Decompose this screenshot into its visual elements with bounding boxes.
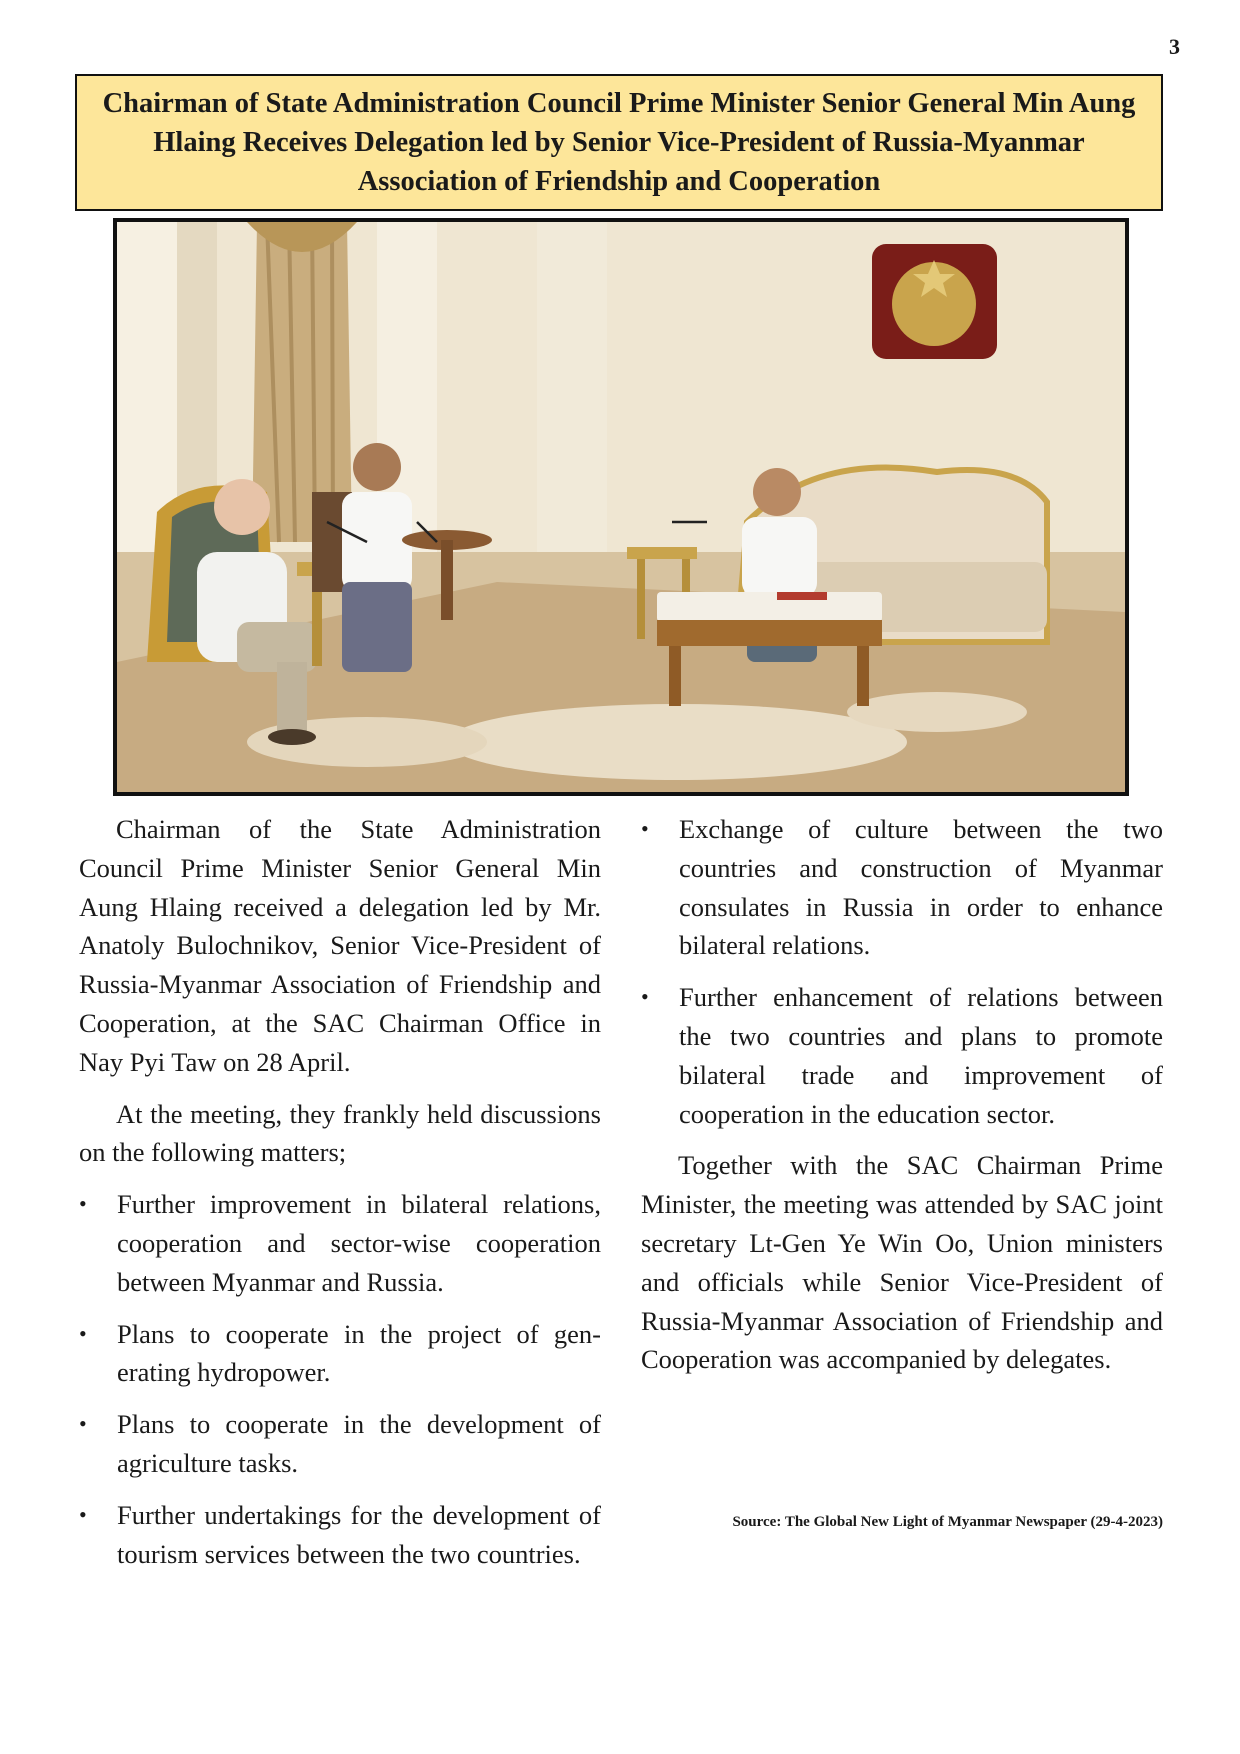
source-credit: Source: The Global New Light of Myanmar Newspaper (29-4-2023) — [732, 1514, 1163, 1530]
list-item-text: Exchange of culture between the two countries and construction of Myanmar consulates in Russia in order to enhance bilateral relations. — [679, 814, 1163, 961]
bullet-icon: • — [79, 1501, 87, 1527]
list-item-text: Further improvement in bilateral relations, cooperation and sector-wise cooperation between Myanmar and Russia. — [117, 1189, 601, 1297]
list-item-text: Further enhancement of relations between the two countries and plans to promote bilateral trade and improvement of cooperation in the education sector. — [679, 982, 1163, 1129]
discussion-list-left — [79, 1185, 601, 1573]
bullet-icon: • — [79, 1411, 87, 1437]
list-item-text: Plans to cooperate in the development of agriculture tasks. — [117, 1409, 601, 1478]
list-item-text: Plans to cooperate in the project of generating hydropower. — [117, 1318, 601, 1388]
headline: Chairman of State Administration Council Prime Minister Senior General Min Aung Hlaing Receives Delegation led by Senior Vice-President of Russia-Myanmar Association of Friendship and Cooperation — [102, 88, 1136, 197]
bullet-icon: • — [641, 984, 649, 1010]
meeting-photo — [113, 218, 1129, 796]
page-number: 3 — [1169, 34, 1180, 59]
intro-paragraph: Chairman of the State Administration Council Prime Minister Senior General Min Aung Hlaing received a delegation led by Mr. Anatoly Bulochnikov, Senior Vice-President of Russia-Myanmar Association of Friendship and Cooperation, at the SAC Chairman Office in Nay Pyi Taw on 28 April. — [79, 814, 601, 1077]
attendance-paragraph: Together with the SAC Chairman Prime Minister, the meeting was attended by SAC joint secretary Lt-Gen Ye Win Oo, Union ministers and officials while Senior Vice-President of Russia-Myanmar Association of Friendship and Cooperation was accompanied by delegates. — [641, 1150, 1163, 1375]
right-column — [641, 810, 1163, 1392]
bullet-icon: • — [641, 816, 649, 841]
discussion-list-right — [641, 810, 1163, 1133]
meeting-photo-icon — [117, 222, 1125, 792]
bullet-icon: • — [79, 1320, 87, 1346]
list-item-text: Further undertakings for the development of tourism services between the two countries. — [117, 1499, 601, 1569]
list-item — [641, 978, 1163, 1133]
list-item — [79, 1185, 601, 1301]
left-column — [79, 810, 601, 1586]
list-item — [79, 1315, 601, 1393]
headline-box — [75, 74, 1163, 211]
discussion-paragraph: At the meeting, they frankly held discussions on the following matters; — [79, 1098, 601, 1168]
bullet-icon: • — [79, 1191, 87, 1217]
list-item — [641, 810, 1163, 965]
list-item — [79, 1496, 601, 1574]
list-item — [79, 1405, 601, 1483]
